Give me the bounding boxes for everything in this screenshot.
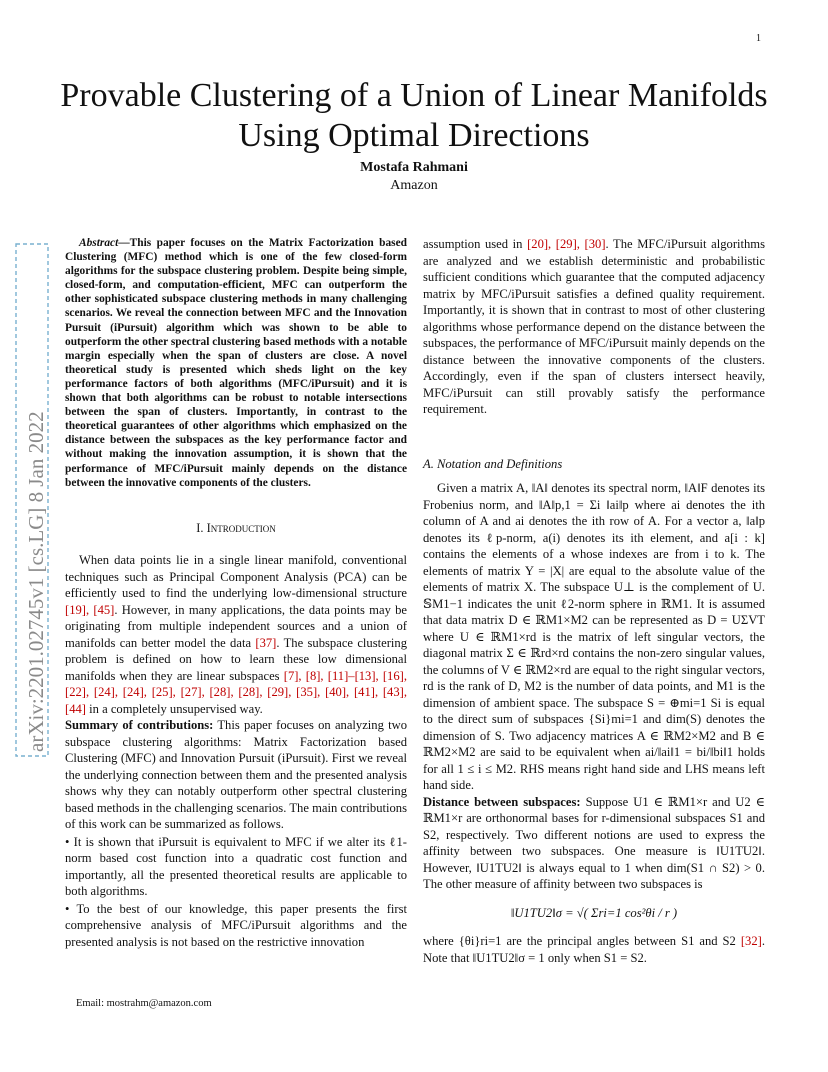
body-text: . Note that ‖U1TU2‖σ = 1 only when S1 = S2. [423,934,765,965]
affinity-equation: ‖U1TU2‖σ = √( Σri=1 cos²θi / r ) [510,905,678,920]
contribution-bullet-1: • It is shown that iPursuit is equivalent to MFC if we alter its ℓ1-norm based cost function into a quadratic cost function and importantly, all the presented theoretical results are applicable to both algorithms. [65,834,407,899]
citation-link[interactable]: [37] [255,635,277,650]
notation-paragraph: Given a matrix A, ‖A‖ denotes its spectral norm, ‖A‖F denotes its Frobenius norm, and ‖A‖p,1 = Σi ‖ai‖p where ai denotes the ith column of A and ai denotes the ith row of A. For a vector a, ‖a‖p denotes its ℓp-norm, a(i) denotes its ith element, and a[i : k] contains the elements of a whose indexes are from i to k. The elements of matrix Y = |X| are equal to the absolute value of the elements of matrix X. The subspace U⊥ is the complement of U. 𝕊M1−1 indicates the unit ℓ2-norm sphere in ℝM1. It is assumed that data matrix D ∈ ℝM1×M2 can be represented as D = UΣVT where U ∈ ℝM1×rd is the matrix of left singular vectors, the diagonal matrix Σ ∈ ℝrd×rd contains the non-zero singular values, the columns of V ∈ ℝM2×rd are equal to the right singular vectors, rd is the rank of D, M2 is the number of data points, and M1 is the dimension of ambient space. The subspace S = ⊕mi=1 Si is equal to the direct sum of subspaces {Si}mi=1 and dim(S) denotes the dimension of S. Two adjacency matrices A ∈ ℝM2×M2 and B ∈ ℝM2×M2 are said to be equivalent when ai/‖ai‖1 = bi/‖bi‖1 holds for all 1 ≤ i ≤ M2. RHS means right hand side and LHS means left hand side. [423,481,765,792]
contribution-continuation [423,236,765,418]
intro-text: . The subspace clustering problem is defined on how to learn these low dimensional manifolds when they are linear subspaces [65,635,407,683]
intro-text: When data points lie in a single linear manifold, conventional techniques such as Principal Component Analysis (PCA) can be efficiently used to find the underlying low-dimensional structure [65,553,407,601]
intro-text: . However, in many applications, the data points may be originating from multiple independent sources and a union of manifolds can better model the data [65,602,407,650]
body-text: . The MFC/iPursuit algorithms are analyzed and we establish deterministic and probabilistic sufficient conditions which guarantee that the computed adjacency matrix by MFC/iPursuit satisfies a defined quality requirement. Importantly, it is shown that in contrast to most of other clustering algorithms whose performance depend on the distance between the subspaces, the performance of MFC/iPursuit mainly depends on the distance between the innovative components of the clusters. Accordingly, even if the span of clusters intersect heavily, MFC/iPursuit can still provably satisfy the performance requirement. [423,237,765,416]
abstract [65,236,407,490]
body-text: where {θi}ri=1 are the principal angles between S1 and S2 [423,934,741,948]
citation-link[interactable]: [20], [29], [30] [527,237,606,251]
author-affiliation: Amazon [390,178,438,193]
summary-text: This paper focuses on analyzing two subspace clustering algorithms: Matrix Factorization based Clustering (MFC) and Innovation Pursuit (iPursuit). First we reveal the underlying connection between them and the presented analysis shows why they can notably outperform other spectral clustering based methods in the challenging scenarios. The main contributions of this work can be summarized as follows. [65,718,408,832]
paper-title: Provable Clustering of a Union of Linear Manifolds Using Optimal Directions [60,77,768,154]
principal-angles-paragraph [423,933,765,966]
abstract-text: —This paper focuses on the Matrix Factorization based Clustering (MFC) method which is one of the few closed-form algorithms for the subspace clustering problem. Despite being simple, closed-form, and computation-efficient, MFC can outperform the other sophisticated subspace clustering methods in many challenging scenarios. We reveal the connection between MFC and the Innovation Pursuit (iPursuit) algorithm which was shown to be able to outperform the other spectral clustering based methods with a notable margin especially when the span of clusters are close. A novel theoretical study is presented which sheds light on the key performance factors of both algorithms (MFC/iPursuit) and it is shown that both algorithms can be robust to notable intersections between the span of clusters. Importantly, in contrast to the theoretical guarantees of other algorithms which emphasized on the distance between the subspaces as the key performance factor and without making the innovation assumption, it is shown that the performance of MFC/iPursuit mainly depends on the distance between the innovative components of the clusters. [65,237,407,489]
distance-text: Suppose U1 ∈ ℝM1×r and U2 ∈ ℝM1×r are orthonormal bases for r-dimensional subspaces S1 and S2, respectively. Two different notions are used to express the affinity between two subspaces. One measure is ‖U1TU2‖. However, ‖U1TU2‖ is always equal to 1 when dim(S1 ∩ S2) > 0. The other measure of affinity between two subspaces is [423,794,766,891]
section-heading-introduction: I. Introduction [196,520,276,535]
citation-link[interactable]: [19], [45] [65,602,115,617]
author-name: Mostafa Rahmani [360,160,468,175]
arxiv-id: arXiv:2201.02745v1 [cs.LG] 8 Jan 2022 [24,411,48,752]
left-column [65,236,407,950]
arxiv-stamp [12,240,52,760]
body-text: assumption used in [423,237,528,251]
distance-label: Distance between subspaces: [423,794,581,809]
citation-link[interactable]: [32] [740,934,762,948]
distance-paragraph [423,794,765,893]
abstract-label: Abstract [79,237,119,249]
contribution-bullet-2: • To the best of our knowledge, this paper presents the first comprehensive analysis of MFC/iPursuit algorithms and the presented analysis is not based on the restrictive innovation [65,901,407,949]
footnote-email: Email: mostrahm@amazon.com [76,998,212,1009]
intro-paragraph [65,552,407,717]
page-number: 1 [756,33,761,44]
summary-paragraph [65,717,407,833]
citation-link[interactable]: [7], [8], [11]–[13], [16], [22], [24], [24], [25], [27], [28], [28], [29], [35], [40], [41], [43], [44] [65,668,407,716]
intro-text: in a completely unsupervised way. [85,701,263,716]
right-column [423,236,765,966]
subsection-heading-notation: A. Notation and Definitions [423,456,563,471]
summary-label: Summary of contributions: [65,718,214,733]
